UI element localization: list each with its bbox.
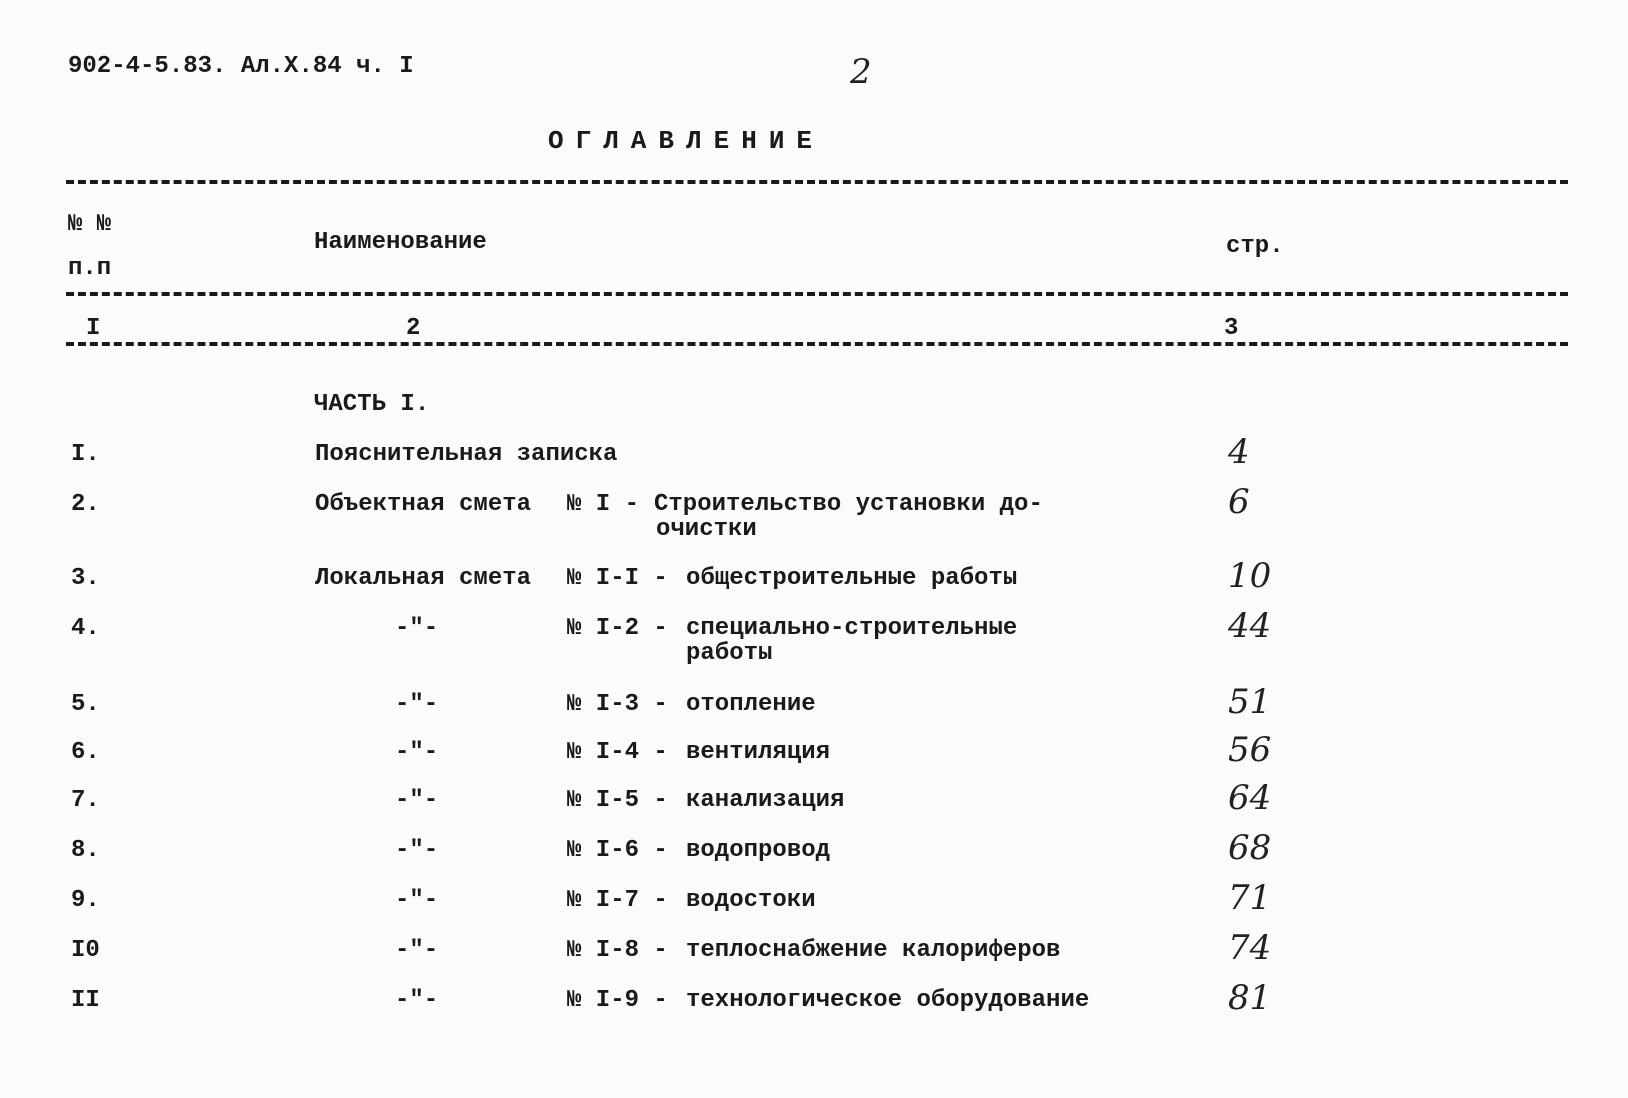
col-name-header: Наименование [314,229,487,256]
toc-item-page: 74 [1228,928,1272,968]
toc-item-page: 71 [1228,878,1272,918]
divider [66,180,1568,184]
toc-item-ref: № I-9 - [567,987,668,1014]
toc-item-name: -"- [395,615,439,642]
doc-code: 902-4-5.83. Ал.Х.84 ч. I [68,53,414,80]
toc-item-description: водопровод [686,837,831,864]
toc-item-name: Пояснительная записка [315,441,618,468]
page-title: ОГЛАВЛЕНИЕ [548,126,825,156]
toc-item-name: -"- [395,837,439,864]
page-number: 2 [850,52,872,92]
toc-item-number: 9. [71,887,100,914]
toc-item-number: 5. [71,691,100,718]
toc-item-ref: № I-5 - [567,787,668,814]
toc-item-page: 56 [1228,730,1272,770]
toc-item-ref: № I-8 - [567,937,668,964]
toc-item-name: Объектная смета [315,491,532,518]
toc-item-ref: № I - [567,491,640,518]
col-page-header: стр. [1226,233,1284,260]
divider [66,292,1568,296]
toc-item-description-cont: очистки [656,516,757,543]
toc-item-ref: № I-4 - [567,739,668,766]
toc-item-ref: № I-3 - [567,691,668,718]
toc-item-description: общестроительные работы [686,565,1018,592]
toc-item-ref: № I-2 - [567,615,668,642]
toc-item-page: 51 [1228,682,1272,722]
divider [66,342,1568,346]
toc-item-description: водостоки [686,887,816,914]
toc-item-name: -"- [395,787,439,814]
col-num-header: № № [68,211,112,238]
toc-item-number: 7. [71,787,100,814]
toc-item-name: -"- [395,691,439,718]
toc-item-page: 10 [1228,556,1272,596]
toc-item-number: I0 [71,937,100,964]
col-index-2: 2 [406,315,421,342]
toc-item-description: технологическое оборудование [686,987,1090,1014]
toc-item-page: 64 [1228,778,1272,818]
col-index-1: I [86,315,101,342]
col-index-3: 3 [1224,315,1239,342]
toc-item-ref: № I-7 - [567,887,668,914]
toc-item-page: 81 [1228,978,1272,1018]
toc-item-number: 8. [71,837,100,864]
col-num-header-2: п.п [68,255,112,282]
toc-item-description: специально-строительные [686,615,1018,642]
toc-item-page: 44 [1228,606,1272,646]
toc-item-number: 2. [71,491,100,518]
toc-item-number: 3. [71,565,100,592]
toc-item-description: теплоснабжение калориферов [686,937,1061,964]
toc-item-description: отопление [686,691,816,718]
toc-item-number: 6. [71,739,100,766]
toc-item-page: 68 [1228,828,1272,868]
toc-item-description: Строительство установки до- [654,491,1043,518]
section-heading: ЧАСТЬ I. [314,391,430,418]
toc-item-description: канализация [686,787,845,814]
toc-item-name: Локальная смета [315,565,532,592]
toc-item-number: 4. [71,615,100,642]
toc-item-description-cont: работы [686,640,773,667]
toc-item-ref: № I-I - [567,565,668,592]
toc-item-page: 4 [1228,432,1250,472]
toc-item-number: I. [71,441,100,468]
toc-item-ref: № I-6 - [567,837,668,864]
toc-item-name: -"- [395,887,439,914]
toc-item-name: -"- [395,987,439,1014]
toc-item-description: вентиляция [686,739,831,766]
toc-item-page: 6 [1228,482,1250,522]
toc-item-number: II [71,987,100,1014]
toc-item-name: -"- [395,937,439,964]
toc-item-name: -"- [395,739,439,766]
